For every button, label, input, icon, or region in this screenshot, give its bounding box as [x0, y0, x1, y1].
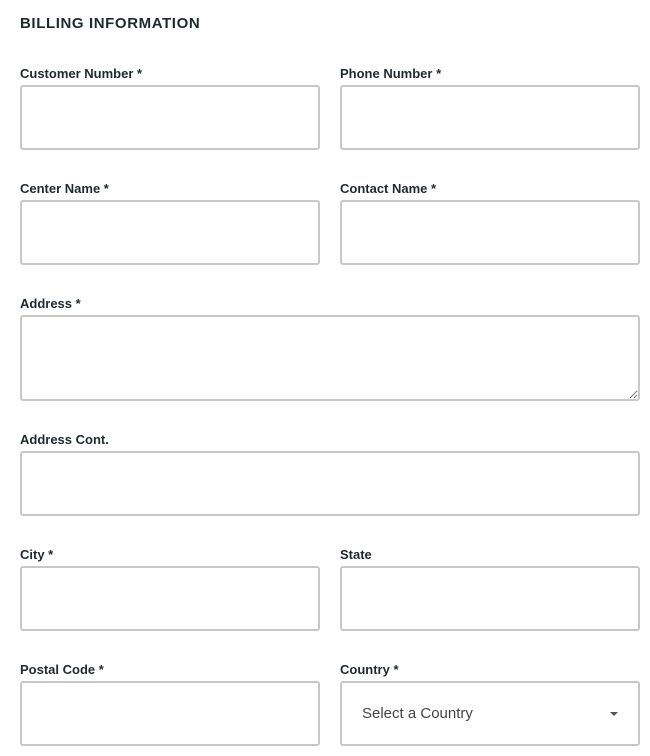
state-input[interactable]	[340, 566, 640, 631]
center-name-group	[20, 181, 320, 265]
state-label: State	[340, 547, 372, 562]
country-select[interactable]	[340, 681, 640, 746]
section-title: BILLING INFORMATION	[20, 15, 201, 32]
address-cont-label: Address Cont.	[20, 432, 109, 447]
customer-number-group	[20, 66, 320, 150]
customer-number-label: Customer Number *	[20, 66, 143, 81]
phone-number-group	[340, 66, 640, 150]
center-name-input[interactable]	[20, 200, 320, 265]
contact-name-input[interactable]	[340, 200, 640, 265]
country-group	[340, 662, 640, 746]
phone-number-input[interactable]	[340, 85, 640, 150]
center-name-label: Center Name *	[20, 181, 109, 196]
state-group	[340, 547, 640, 631]
country-label: Country *	[340, 662, 399, 677]
city-group	[20, 547, 320, 631]
postal-code-group	[20, 662, 320, 746]
address-cont-input[interactable]	[20, 451, 640, 516]
customer-number-input[interactable]	[20, 85, 320, 150]
phone-number-label: Phone Number *	[340, 66, 442, 81]
chevron-down-icon	[610, 712, 618, 716]
city-input[interactable]	[20, 566, 320, 631]
contact-name-label: Contact Name *	[340, 181, 437, 196]
address-cont-group	[20, 432, 640, 516]
postal-code-input[interactable]	[20, 681, 320, 746]
address-textarea[interactable]	[20, 315, 640, 401]
address-group	[20, 296, 640, 401]
postal-code-label: Postal Code *	[20, 662, 104, 677]
country-select-value: Select a Country	[362, 705, 473, 722]
contact-name-group	[340, 181, 640, 265]
city-label: City *	[20, 547, 54, 562]
address-label: Address *	[20, 296, 81, 311]
